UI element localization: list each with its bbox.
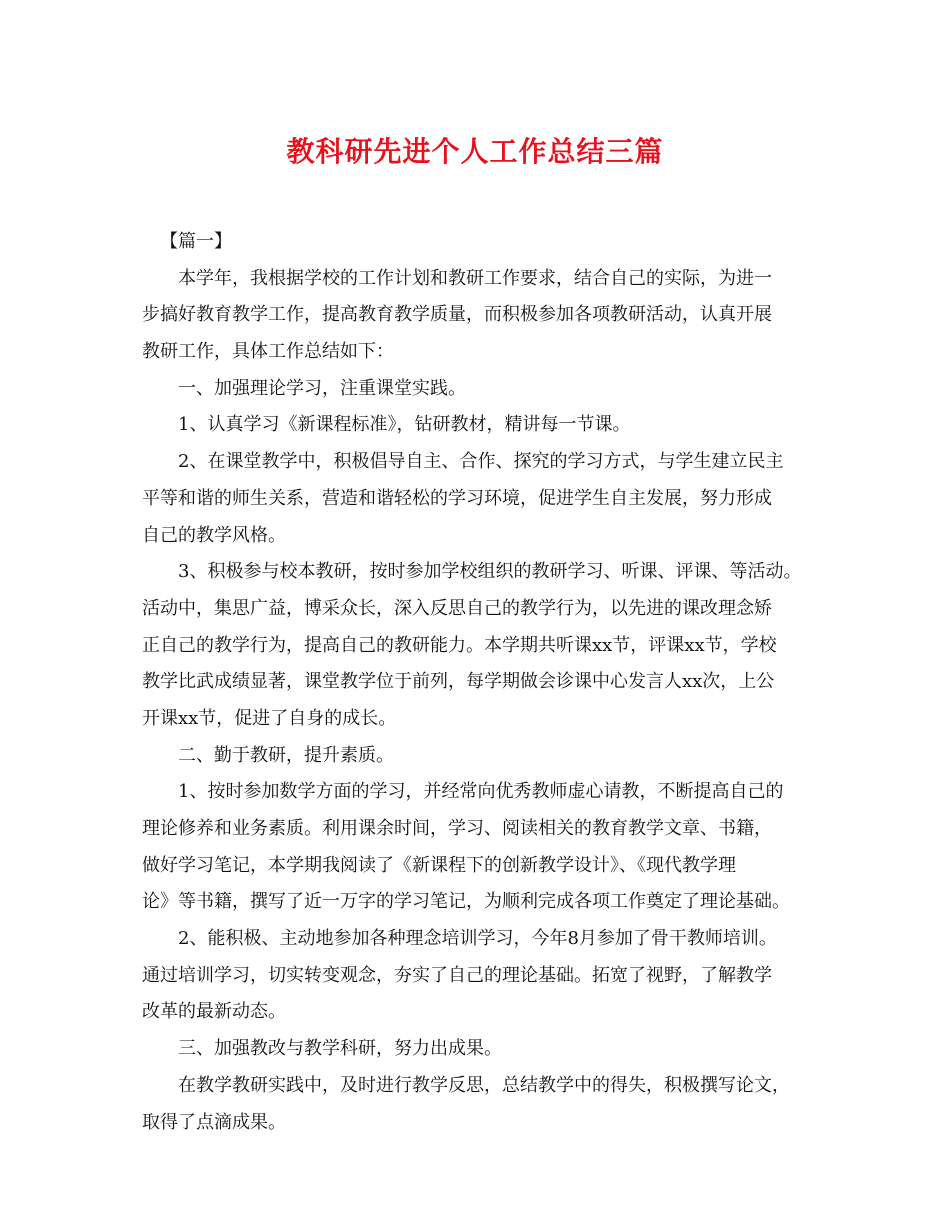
text-line: 2、能积极、主动地参加各种理念培训学习，今年8月参加了骨干教师培训。 xyxy=(178,928,777,950)
text-line: 开课xx节，促进了自身的成长。 xyxy=(142,707,397,729)
text-line: 教研工作，具体工作总结如下： xyxy=(142,341,394,363)
text-line: 【篇一】 xyxy=(160,231,232,252)
text-line: 1、认真学习《新课程标准》，钻研教材，精讲每一节课。 xyxy=(178,414,631,436)
text-line: 正自己的教学行为，提高自己的教研能力。本学期共听课xx节，评课xx节，学校 xyxy=(142,634,777,656)
text-line: 取得了点滴成果。 xyxy=(142,1111,286,1133)
text-line: 理论修养和业务素质。利用课余时间，学习、阅读相关的教育教学文章、书籍， xyxy=(142,818,772,839)
text-line: 改革的最新动态。 xyxy=(142,1001,286,1023)
document-body xyxy=(142,224,822,1141)
text-line: 教学比武成绩显著，课堂教学位于前列，每学期做会诊课中心发言人xx次，上公 xyxy=(142,671,775,693)
text-line: 2、在课堂教学中，积极倡导自主、合作、探究的学习方式，与学生建立民主 xyxy=(178,451,784,473)
text-line: 做好学习笔记，本学期我阅读了《新课程下的创新教学设计》、《现代教学理 xyxy=(142,854,736,876)
text-line: 通过培训学习，切实转变观念，夯实了自己的理论基础。拓宽了视野，了解教学 xyxy=(142,964,772,986)
text-line: 三、加强教改与教学科研，努力出成果。 xyxy=(178,1038,502,1060)
text-line: 活动中，集思广益，博采众长，深入反思自己的教学行为，以先进的课改理念矫 xyxy=(142,597,772,619)
text-line: 在教学教研实践中，及时进行教学反思，总结教学中的得失，积极撰写论文， xyxy=(178,1074,790,1096)
text-line: 平等和谐的师生关系，营造和谐轻松的学习环境，促进学生自主发展，努力形成 xyxy=(142,487,772,509)
text-line: 自己的教学风格。 xyxy=(142,524,286,546)
text-line: 二、勤于教研，提升素质。 xyxy=(178,744,394,766)
document-title: 教科研先进个人工作总结三篇 xyxy=(286,135,664,168)
text-line: 1、按时参加数学方面的学习，并经常向优秀教师虚心请教，不断提高自己的 xyxy=(178,781,784,803)
text-line: 一、加强理论学习，注重课堂实践。 xyxy=(178,377,466,399)
text-line: 步搞好教育教学工作，提高教育教学质量，而积极参加各项教研活动，认真开展 xyxy=(142,304,772,326)
text-line: 论》等书籍，撰写了近一万字的学习笔记，为顺利完成各项工作奠定了理论基础。 xyxy=(142,891,790,913)
text-line: 本学年，我根据学校的工作计划和教研工作要求，结合自己的实际，为进一 xyxy=(178,267,772,289)
text-line: 3、积极参与校本教研，按时参加学校组织的教研学习、听课、评课、等活动。 xyxy=(178,561,802,583)
